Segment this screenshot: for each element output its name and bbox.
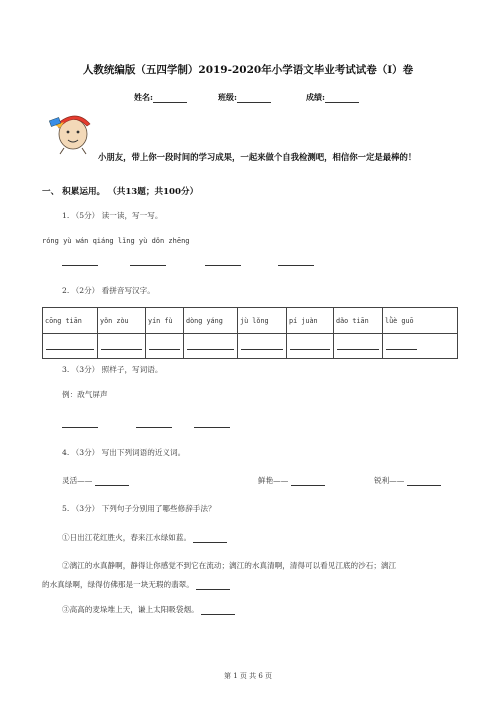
pinyin-cell: yín fù xyxy=(146,308,184,334)
pinyin-table xyxy=(42,307,458,359)
class-label: 班级: xyxy=(218,92,237,102)
answer-blank[interactable] xyxy=(62,265,98,266)
sentence-2-line-1: ②漓江的水真静啊，静得让你感觉不到它在流动；漓江的水真清啊，清得可以看见江底的沙石；漓江 xyxy=(62,561,397,570)
question-1-pinyin: róng yù wán qiáng lǐng yù dǒn zhēng xyxy=(42,237,190,245)
class-field xyxy=(218,92,271,103)
pinyin-cell: cōng tiān xyxy=(43,308,98,334)
question-1-title: 1. （5分） 读一读，写一写。 xyxy=(62,211,163,220)
student-mascot-icon xyxy=(46,104,98,156)
answer-blank[interactable] xyxy=(130,265,166,266)
answer-cell[interactable] xyxy=(334,334,383,359)
question-3-title: 3. （3分） 照样子，写词语。 xyxy=(62,365,163,374)
answer-cell[interactable] xyxy=(98,334,146,359)
name-blank[interactable] xyxy=(153,93,187,103)
answer-blank[interactable] xyxy=(194,427,230,428)
answer-blank[interactable] xyxy=(278,265,314,266)
pinyin-cell: yǒn zòu xyxy=(98,308,146,334)
question-5-title: 5. （3分） 下列句子分别用了哪些修辞手法？ xyxy=(62,504,216,513)
pinyin-cell: lǜè guō xyxy=(383,308,458,334)
score-label: 成绩: xyxy=(306,92,325,102)
answer-cell[interactable] xyxy=(238,334,287,359)
pinyin-cell: jù lǒng xyxy=(238,308,287,334)
name-field xyxy=(134,92,187,103)
page-footer: 第 1 页 共 6 页 xyxy=(223,672,273,680)
section-heading: 一、 积累运用。 （共13题；共100分） xyxy=(42,187,199,197)
answer-blank[interactable] xyxy=(196,580,230,590)
answer-blank[interactable] xyxy=(291,476,325,486)
answer-blank[interactable] xyxy=(136,427,172,428)
question-3-example: 例：敌气屏声 xyxy=(62,390,108,399)
synonym-item: 锐利—— xyxy=(374,475,441,486)
answer-cell[interactable] xyxy=(43,334,98,359)
answer-blank[interactable] xyxy=(95,476,129,486)
answer-blank[interactable] xyxy=(193,533,227,543)
intro-text: 小朋友，带上你一段时间的学习成果，一起来做个自我检测吧，相信你一定是最棒的！ xyxy=(98,152,417,162)
answer-blank[interactable] xyxy=(205,265,241,266)
question-4-title: 4. （3分） 写出下列词语的近义词。 xyxy=(62,448,186,457)
answer-cell[interactable] xyxy=(184,334,238,359)
sentence-2-line-2: 的水真绿啊，绿得仿佛那是一块无瑕的翡翠。 xyxy=(42,579,230,590)
answer-cell[interactable] xyxy=(146,334,184,359)
pinyin-cell: dòng yáng xyxy=(184,308,238,334)
class-blank[interactable] xyxy=(237,93,271,103)
answer-blank[interactable] xyxy=(62,427,98,428)
answer-blank[interactable] xyxy=(201,605,235,615)
score-field xyxy=(306,92,359,103)
answer-cell[interactable] xyxy=(287,334,334,359)
score-blank[interactable] xyxy=(325,93,359,103)
synonym-item: 鲜艳—— xyxy=(258,475,325,486)
sentence-3: ③高高的麦垛堆上天，谦上太阳吸袋烟。 xyxy=(62,604,235,615)
pinyin-cell: dǎo tiān xyxy=(334,308,383,334)
page-title: 人教统编版（五四学制）2019-2020年小学语文毕业考试试卷（I）卷 xyxy=(82,64,414,76)
sentence-1: ①日出江花红胜火，春来江水绿如蓝。 xyxy=(62,532,227,543)
answer-cell[interactable] xyxy=(383,334,458,359)
answer-blank[interactable] xyxy=(407,476,441,486)
name-label: 姓名: xyxy=(134,92,153,102)
question-2-title: 2. （2分） 看拼音写汉字。 xyxy=(62,286,155,295)
synonym-item: 灵活—— xyxy=(62,475,129,486)
pinyin-cell: pí juàn xyxy=(287,308,334,334)
